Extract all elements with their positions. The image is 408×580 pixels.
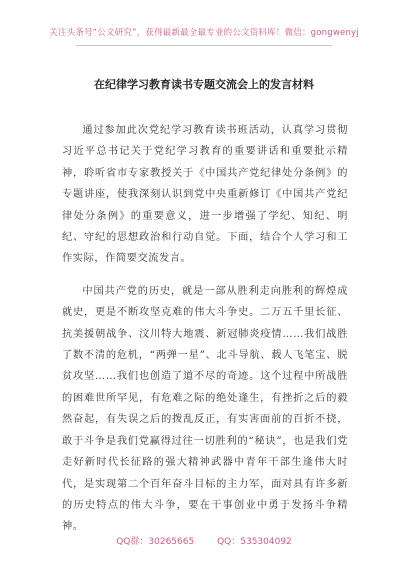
paragraph-history: 中国共产党的历史，就是一部从胜利走向胜利的辉煌成就史，更是不断攻坚克难的伟大斗争史。二万五千里长征、抗美援朝战争、汶川特大地震、新冠肺炎疫情……我们战胜了数不清的危机，“两弹一星”、北斗导航、载人飞笔宝、脱贫攻坚……我们也创造了道不尽的奇迹。这个过程中所战胜的困难世所罕见，有危难之际的绝处逢生，有挫折之后的毅然奋起，有失误之后的拨乱反正，有实害面前的百折不挠，敢于斗争是我们党赢得过往一切胜利的“秘诀”，也是我们党走好新时代长征路的强大精神武器中青年干部生逢伟大时代，是实现第二个百年奋斗目标的主力军，面对具有许多新的历史特点的伟大斗争，要在干事创业中勇于发扬斗争精神。 xyxy=(62,285,348,533)
header-banner: 关注头条号“公文研究”，获得最新最全最专业的公文资料库！微信：gongwenyj xyxy=(49,28,359,38)
footer-qq-group: QQ群：30265665 xyxy=(116,537,195,547)
document-body xyxy=(62,120,348,538)
footer-contact xyxy=(0,534,408,547)
paragraph-intro: 通过参加此次党纪学习教育读书班活动，认真学习贯彻习近平总书记关于党纪学习教育的重要讲话和重要批示精神，聆听省市专家教授关于《中国共产党纪律处分条例》的专题讲座，使我深刻认识到党中央重新修订《中国共产党纪律处分条例》的重要意义，进一步增强了学纪、知纪、明纪、守纪的思想政治和行动自觉。下面，结合个人学习和工作实际，作简要交流发言。 xyxy=(62,125,348,265)
header-divider xyxy=(76,45,332,46)
document-title: 在纪律学习教育读书专题交流会上的发言材料 xyxy=(94,78,314,91)
footer-qq: QQ：535304092 xyxy=(217,537,292,547)
